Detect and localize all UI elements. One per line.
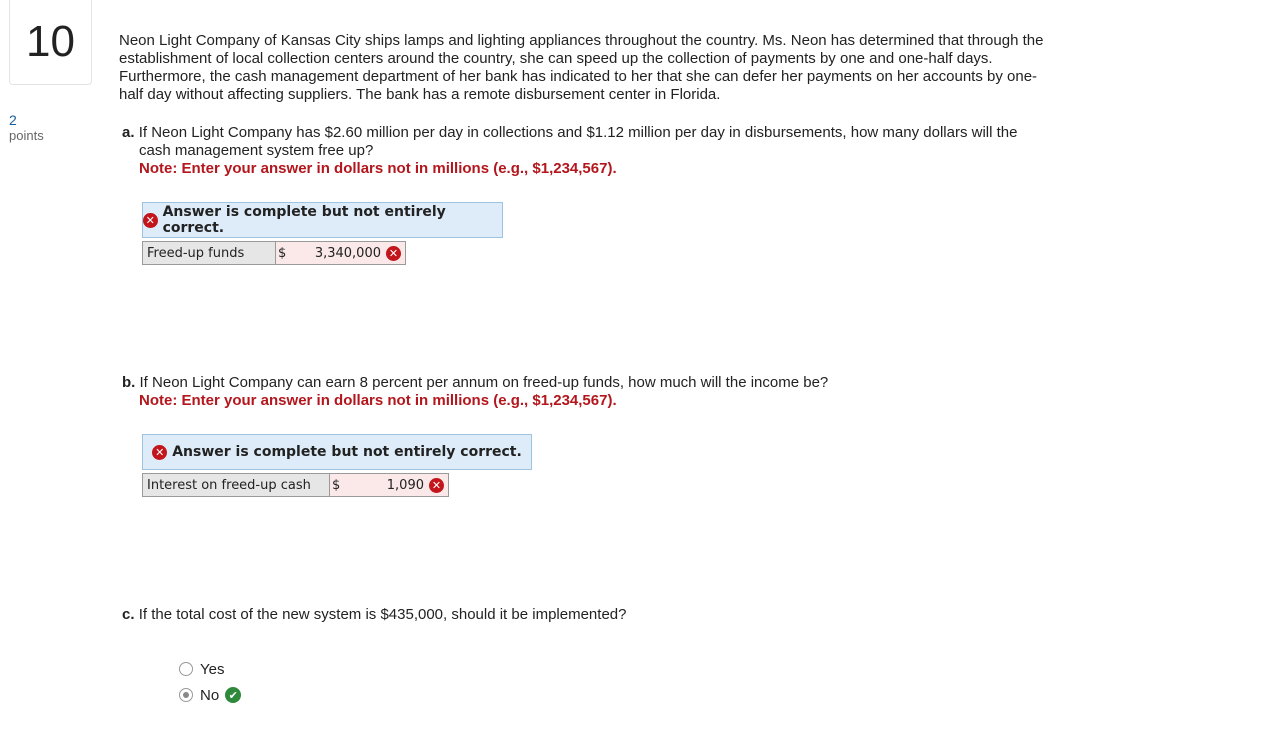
part-b-letter: b. — [122, 374, 136, 391]
interest-value: 1,090 — [386, 477, 424, 493]
part-a-note: Note: Enter your answer in dollars not in millions (e.g., $1,234,567). — [139, 160, 617, 177]
question-intro: Neon Light Company of Kansas City ships lamps and lighting appliances throughout the country. Ms. Neon has determined that through the establishment of local collection centers around the country, she can speed up the collection of payments by one and one-half days. Furthermore, the cash management department of her bank has indicated to her that she can defer her payments on her accounts by one-half day without affecting suppliers. The bank has a remote disbursement center in Florida. — [119, 32, 1044, 103]
freed-up-funds-label: Freed-up funds — [143, 242, 276, 264]
part-a-letter: a. — [122, 124, 135, 141]
interest-input[interactable] — [330, 474, 448, 496]
part-b-text: If Neon Light Company can earn 8 percent per annum on freed-up funds, how much will the income be? — [139, 374, 829, 391]
part-a-text-line2: cash management system free up? — [139, 142, 374, 159]
implement-radio-group — [179, 656, 241, 708]
x-circle-icon: ✕ — [429, 478, 444, 493]
part-b-answer-banner — [142, 434, 532, 470]
part-b-answer-row — [142, 473, 449, 497]
part-a-question — [122, 124, 1072, 160]
currency-symbol: $ — [332, 477, 341, 493]
radio-option-yes[interactable] — [179, 656, 241, 682]
question-body — [119, 32, 1079, 104]
radio-button-yes[interactable] — [179, 662, 193, 676]
part-b-question — [122, 374, 1072, 392]
part-a-answer-row — [142, 241, 406, 265]
freed-up-funds-input[interactable] — [276, 242, 405, 264]
currency-symbol: $ — [278, 245, 287, 261]
part-b-banner-text: Answer is complete but not entirely correct. — [172, 444, 522, 460]
part-a — [122, 124, 1072, 178]
points-label: points — [9, 128, 44, 143]
radio-label-yes: Yes — [200, 660, 225, 678]
part-c-text: If the total cost of the new system is $435,000, should it be implemented? — [138, 606, 627, 623]
points-indicator — [9, 112, 89, 144]
check-circle-icon: ✔ — [225, 687, 241, 703]
part-c — [122, 606, 1072, 624]
part-c-letter: c. — [122, 606, 135, 623]
x-circle-icon: ✕ — [152, 445, 167, 460]
radio-option-no[interactable] — [179, 682, 241, 708]
radio-button-no[interactable] — [179, 688, 193, 702]
interest-label: Interest on freed-up cash — [143, 474, 330, 496]
part-a-banner-text: Answer is complete but not entirely correct. — [162, 204, 446, 236]
freed-up-funds-value: 3,340,000 — [314, 245, 381, 261]
x-circle-icon: ✕ — [143, 213, 158, 228]
part-a-text-line1: If Neon Light Company has $2.60 million per day in collections and $1.12 million per day in disbursements, how many dollars will the — [138, 124, 1018, 141]
points-value: 2 — [9, 112, 17, 128]
question-number: 10 — [9, 0, 92, 85]
radio-label-no: No — [200, 686, 220, 704]
part-b — [122, 374, 1072, 410]
part-a-answer-banner — [142, 202, 503, 238]
part-b-note: Note: Enter your answer in dollars not in millions (e.g., $1,234,567). — [139, 392, 617, 409]
x-circle-icon: ✕ — [386, 246, 401, 261]
part-c-question — [122, 606, 1072, 624]
